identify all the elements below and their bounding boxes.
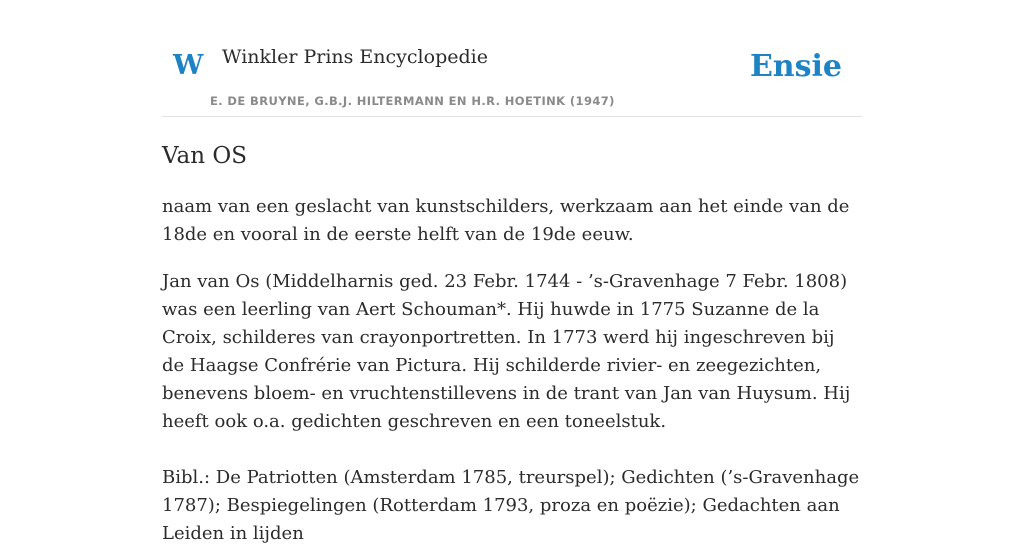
article-paragraph: Jan van Os (Middelharnis ged. 23 Febr. 1744 - ’s-Gravenhage 7 Febr. 1808) was een leerling van Aert Schouman*. Hij huwde in 1775 Suzanne de la Croix, schilderes van crayonportretten. In 1773 werd hij ingeschreven bij de Haagse Confrérie van Pictura. Hij schilderde rivier- en zeegezichten, benevens bloem- en vruchtenstillevens in de trant van Jan van Huysum. Hij heeft ook o.a. gedichten geschreven en een toneelstuk. xyxy=(162,270,851,432)
article-title: Van OS xyxy=(162,143,247,169)
source-authors: E. DE BRUYNE, G.B.J. HILTERMANN EN H.R. HOETINK (1947) xyxy=(210,94,615,108)
article-paragraph: naam van een geslacht van kunstschilders, werkzaam aan het einde van de 18de en vooral in de eerste helft van de 19de eeuw. xyxy=(162,195,850,245)
source-header xyxy=(162,0,862,117)
source-title[interactable]: Winkler Prins Encyclopedie xyxy=(222,46,488,68)
page xyxy=(162,0,862,548)
article-bibliography: Bibl.: De Patriotten (Amsterdam 1785, treurspel); Gedichten (’s-Gravenhage 1787); Bespiegelingen (Rotterdam 1793, proza en poëzie); Gedachten aan Leiden in lijden xyxy=(162,466,860,544)
source-logo-icon[interactable]: W xyxy=(173,50,204,81)
ensie-logo[interactable]: Ensie xyxy=(749,49,842,84)
